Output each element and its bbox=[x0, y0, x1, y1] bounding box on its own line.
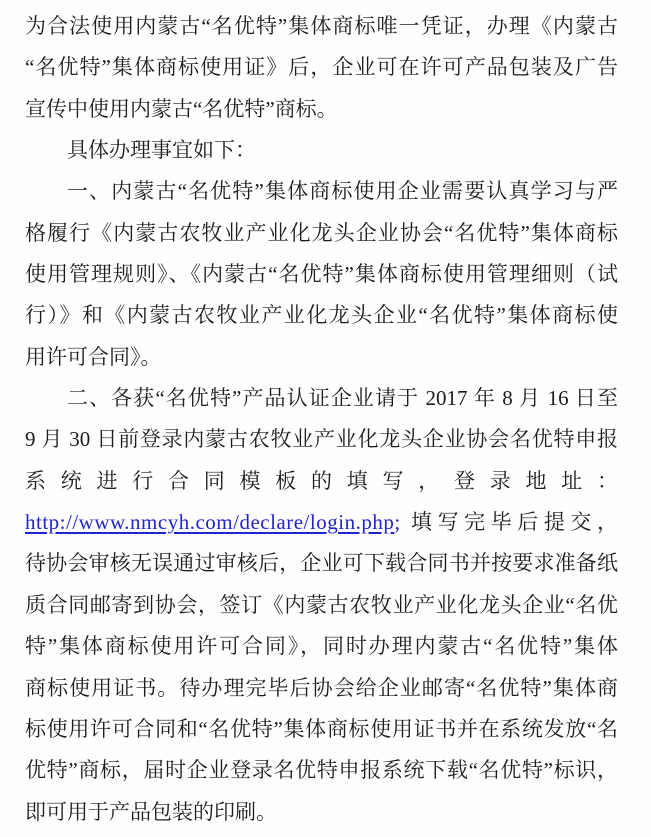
text-line-12: 系统进行合同模板的填写，登录地址： bbox=[25, 468, 618, 493]
text-line-17: 商标使用证书。待办理完毕后协会给企业邮寄“名优特”集体商 bbox=[25, 675, 618, 700]
text-line-7: 使用管理规则》、《内蒙古“名优特”集体商标使用管理细则（试 bbox=[25, 262, 618, 287]
login-url-link[interactable]: http://www.nmcyh.com/declare/login.php bbox=[25, 510, 395, 535]
text-line-4: 具体办理事宜如下： bbox=[67, 138, 256, 163]
text-line-10: 二、各获“名优特”产品认证企业请于 2017 年 8 月 16 日至 bbox=[67, 386, 618, 411]
text-line-16: 特”集体商标使用许可合同》，同时办理内蒙古“名优特”集体 bbox=[25, 634, 618, 659]
text-line-20: 即可用于产品包装的印刷。 bbox=[25, 799, 277, 824]
line13-tail-text: 填写完毕后提交， bbox=[400, 510, 618, 535]
text-line-11: 9 月 30 日前登录内蒙古农牧业产业化龙头企业协会名优特申报 bbox=[25, 427, 618, 452]
text-line-13 bbox=[25, 502, 618, 543]
text-line-9: 用许可合同》。 bbox=[25, 344, 162, 369]
text-line-6: 格履行《内蒙古农牧业产业化龙头企业协会“名优特”集体商标 bbox=[25, 220, 618, 245]
text-line-18: 标使用许可合同和“名优特”集体商标使用证书并在系统发放“名 bbox=[25, 716, 618, 741]
url-semicolon: ; bbox=[394, 510, 401, 535]
text-line-2: “名优特”集体商标使用证》后，企业可在许可产品包装及广告 bbox=[25, 55, 618, 80]
text-line-1: 为合法使用内蒙古“名优特”集体商标唯一凭证，办理《内蒙古 bbox=[25, 14, 618, 38]
text-line-3: 宣传中使用内蒙古“名优特”商标。 bbox=[25, 96, 338, 121]
text-line-19: 优特”商标，届时企业登录名优特申报系统下载“名优特”标识， bbox=[25, 758, 618, 783]
text-line-5: 一、内蒙古“名优特”集体商标使用企业需要认真学习与严 bbox=[67, 179, 618, 204]
text-line-8: 行）》和《内蒙古农牧业产业化龙头企业“名优特”集体商标使 bbox=[25, 303, 618, 328]
text-line-14: 待协会审核无误通过审核后，企业可下载合同书并按要求准备纸 bbox=[25, 551, 618, 576]
text-line-15: 质合同邮寄到协会，签订《内蒙古农牧业产业化龙头企业“名优 bbox=[25, 592, 618, 617]
